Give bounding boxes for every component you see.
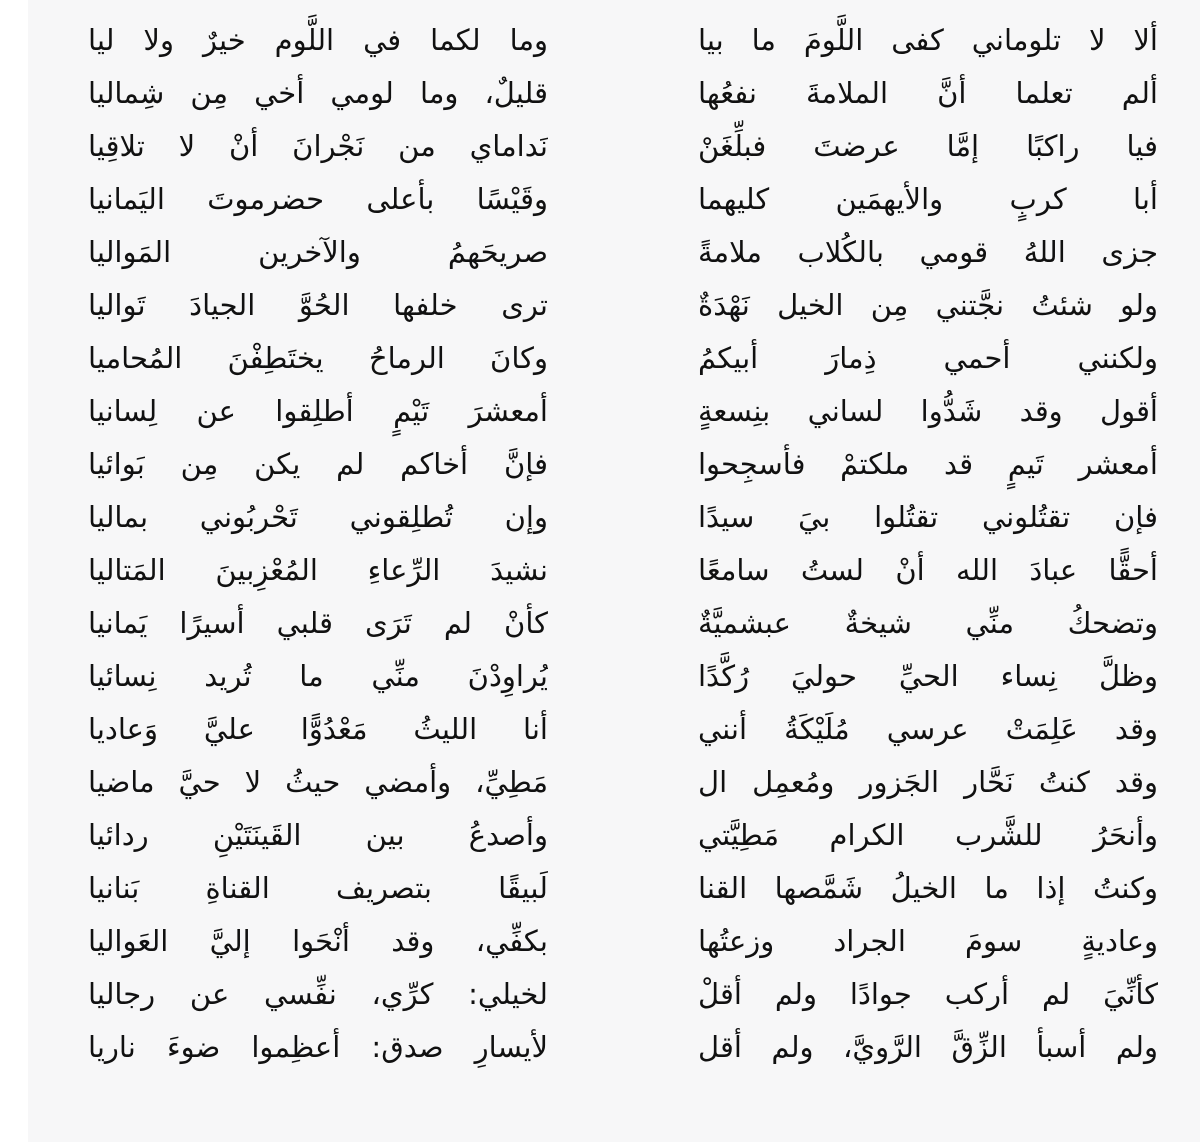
poem-text [88, 14, 1158, 1074]
verse-second-hemistich: وقَيْسًا بأعلى حضرموتَ اليَمانيا [88, 182, 548, 216]
verse-line [88, 385, 1158, 438]
verse-second-hemistich: نَداماي من نَجْرانَ أنْ لا تلاقِيا [88, 129, 548, 163]
verse-second-hemistich: أمعشرَ تَيْمٍ أطلِقوا عن لِسانيا [88, 394, 548, 428]
verse-line [88, 14, 1158, 67]
verse-first-hemistich: وظلَّ نِساء الحيِّ حوليَ رُكَّدًا [698, 659, 1158, 693]
verse-first-hemistich: فيا راكبًا إمَّا عرضتَ فبلِّغَنْ [698, 129, 1158, 163]
verse-first-hemistich: أحقًّا عبادَ الله أنْ لستُ سامعًا [698, 553, 1158, 587]
verse-first-hemistich: جزى اللهُ قومي بالكُلاب ملامةً [698, 235, 1158, 269]
verse-second-hemistich: قليلٌ، وما لومي أخي مِن شِماليا [88, 76, 548, 110]
verse-second-hemistich: فإنَّ أخاكم لم يكن مِن بَوائيا [88, 447, 548, 481]
verse-first-hemistich: ولم أسبأ الزِّقَّ الرَّويَّ، ولم أقل [698, 1030, 1158, 1064]
verse-first-hemistich: أبا كربٍ والأيهمَين كليهما [698, 182, 1158, 216]
verse-line [88, 862, 1158, 915]
verse-second-hemistich: بكفِّي، وقد أنْحَوا إليَّ العَواليا [88, 924, 548, 958]
verse-first-hemistich: كأنِّيَ لم أركب جوادًا ولم أقلْ [698, 977, 1158, 1011]
verse-second-hemistich: لأيسارِ صدق: أعظِموا ضوءَ ناريا [88, 1030, 548, 1064]
verse-second-hemistich: يُراوِدْنَ منِّي ما تُريد نِسائيا [88, 659, 548, 693]
verse-line [88, 915, 1158, 968]
verse-line [88, 968, 1158, 1021]
verse-second-hemistich: كأنْ لم تَرَى قلبي أسيرًا يَمانيا [88, 606, 548, 640]
verse-second-hemistich: لخيلي: كرِّي، نفِّسي عن رجاليا [88, 977, 548, 1011]
verse-first-hemistich: ألم تعلما أنَّ الملامةَ نفعُها [698, 76, 1158, 110]
verse-first-hemistich: ولكنني أحمي ذِمارَ أبيكمُ [698, 341, 1158, 375]
verse-first-hemistich: أمعشر تَيمٍ قد ملكتمْ فأسجِحوا [698, 447, 1158, 481]
verse-line [88, 756, 1158, 809]
verse-first-hemistich: وكنتُ إذا ما الخيلُ شَمَّصها القنا [698, 871, 1158, 905]
verse-second-hemistich: وإن تُطلِقوني تَحْربُوني بماليا [88, 500, 548, 534]
verse-first-hemistich: وعاديةٍ سومَ الجراد وزعتُها [698, 924, 1158, 958]
verse-second-hemistich: وكانَ الرماحُ يختَطِفْنَ المُحاميا [88, 341, 548, 375]
verse-first-hemistich: وقد عَلِمَتْ عرسي مُلَيْكَةُ أنني [698, 712, 1158, 746]
verse-first-hemistich: أقول وقد شَدُّوا لساني بنِسعةٍ [698, 394, 1158, 428]
verse-first-hemistich: فإن تقتُلوني تقتُلوا بيَ سيدًا [698, 500, 1158, 534]
verse-second-hemistich: ترى خلفها الحُوَّ الجيادَ تَواليا [88, 288, 548, 322]
verse-line [88, 809, 1158, 862]
verse-line [88, 279, 1158, 332]
verse-line [88, 438, 1158, 491]
verse-first-hemistich: وتضحكُ منِّي شيخةٌ عبشميَّةٌ [698, 606, 1158, 640]
verse-second-hemistich: أنا الليثُ مَعْدُوًّا عليَّ وَعاديا [88, 712, 548, 746]
verse-second-hemistich: مَطِيِّ، وأمضي حيثُ لا حيَّ ماضيا [88, 765, 548, 799]
verse-first-hemistich: ولو شئتُ نجَّتني مِن الخيل نَهْدَةٌ [698, 288, 1158, 322]
verse-first-hemistich: ألا لا تلوماني كفى اللَّومَ ما بيا [698, 23, 1158, 57]
verse-line [88, 1021, 1158, 1074]
verse-second-hemistich: لَبيقًا بتصريف القناةِ بَنانيا [88, 871, 548, 905]
verse-line [88, 491, 1158, 544]
verse-line [88, 544, 1158, 597]
verse-line [88, 67, 1158, 120]
verse-line [88, 703, 1158, 756]
verse-first-hemistich: وقد كنتُ نَحَّار الجَزور ومُعمِل ال [698, 765, 1158, 799]
verse-second-hemistich: وما لكما في اللَّوم خيرٌ ولا ليا [88, 23, 548, 57]
document-page [28, 0, 1200, 1142]
verse-line [88, 173, 1158, 226]
verse-line [88, 597, 1158, 650]
verse-first-hemistich: وأنحَرُ للشَّرب الكرام مَطِيَّتي [698, 818, 1158, 852]
verse-line [88, 226, 1158, 279]
verse-line [88, 332, 1158, 385]
verse-second-hemistich: صريحَهمُ والآخرين المَواليا [88, 235, 548, 269]
verse-second-hemistich: نشيدَ الرِّعاءِ المُعْزِبينَ المَتاليا [88, 553, 548, 587]
verse-line [88, 650, 1158, 703]
verse-second-hemistich: وأصدعُ بين القَينَتَيْنِ ردائيا [88, 818, 548, 852]
verse-line [88, 120, 1158, 173]
